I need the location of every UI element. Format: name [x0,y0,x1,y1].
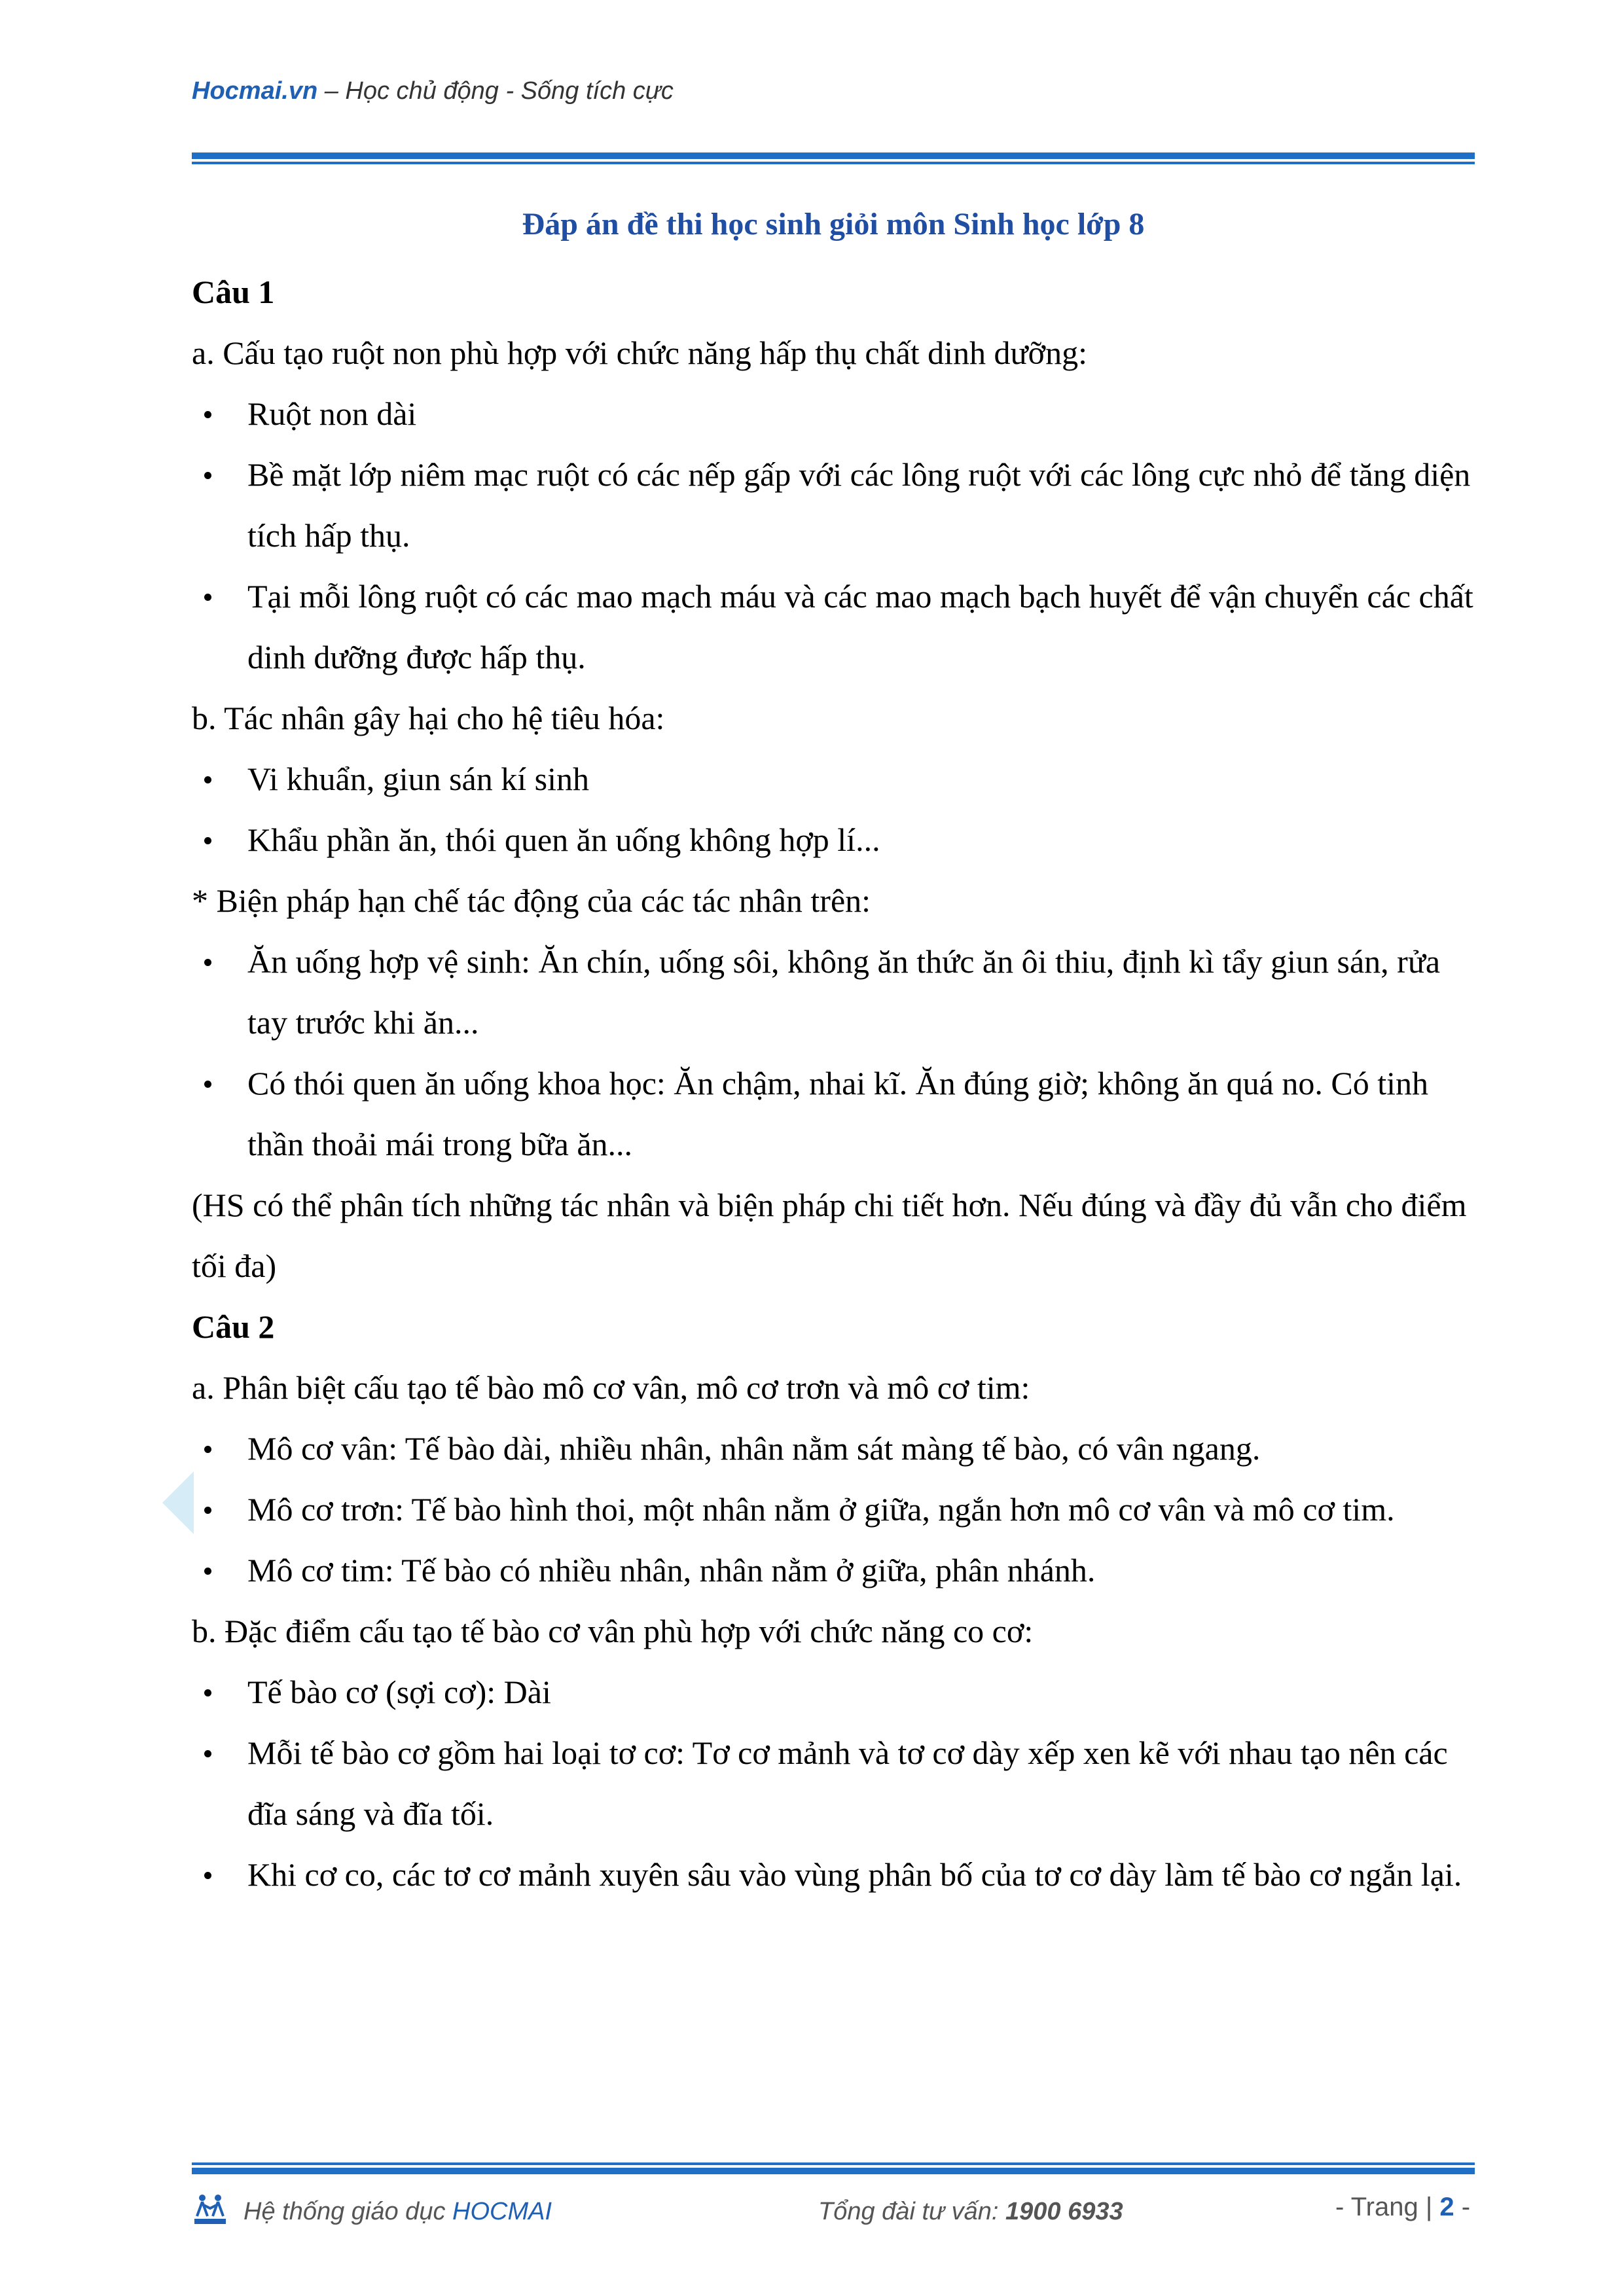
header-rule-thick [192,152,1475,159]
header-rule-thin [192,162,1475,164]
list-item: Bề mặt lớp niêm mạc ruột có các nếp gấp với các lông ruột với các lông cực nhỏ để tăng diện tích hấp thụ. [192,444,1475,566]
footer-org-prefix: Hệ thống giáo dục [244,2198,453,2225]
footer-hotline [818,2198,1123,2226]
page-number [1335,2193,1470,2222]
question-2-heading: Câu 2 [192,1308,275,1345]
q2-a-list [192,1418,1475,1601]
q2-b-list [192,1662,1475,1905]
list-item: Mô cơ vân: Tế bào dài, nhiều nhân, nhân nằm sát màng tế bào, có vân ngang. [192,1418,1475,1479]
q1-a-list [192,384,1475,688]
hocmai-logo-icon [192,2190,228,2227]
q2-a-intro: a. Phân biệt cấu tạo tế bào mô cơ vân, mô cơ trơn và mô cơ tim: [192,1369,1030,1406]
page-title: Đáp án đề thi học sinh giỏi môn Sinh học lớp 8 [522,207,1145,242]
q1-note: (HS có thể phân tích những tác nhân và biện pháp chi tiết hơn. Nếu đúng và đầy đủ vẫn cho điểm tối đa) [192,1187,1467,1284]
list-item: Ăn uống hợp vệ sinh: Ăn chín, uống sôi, không ăn thức ăn ôi thiu, định kì tẩy giun sán, rửa tay trước khi ăn... [192,931,1475,1053]
page-number-suffix: - [1454,2193,1471,2221]
q1-b-list [192,749,1475,870]
q1-a-intro: a. Cấu tạo ruột non phù hợp với chức năng hấp thụ chất dinh dưỡng: [192,334,1087,371]
list-item: Mỗi tế bào cơ gồm hai loại tơ cơ: Tơ cơ mảnh và tơ cơ dày xếp xen kẽ với nhau tạo nên các đĩa sáng và đĩa tối. [192,1723,1475,1844]
footer-org [244,2198,552,2226]
q2-b-intro: b. Đặc điểm cấu tạo tế bào cơ vân phù hợp với chức năng co cơ: [192,1613,1034,1649]
q1-measures-intro: * Biện pháp hạn chế tác động của các tác nhân trên: [192,882,871,919]
list-item: Ruột non dài [192,384,1475,444]
list-item: Vi khuẩn, giun sán kí sinh [192,749,1475,810]
question-1-heading: Câu 1 [192,274,275,310]
q1-b-intro: b. Tác nhân gây hại cho hệ tiêu hóa: [192,700,665,736]
footer-hotline-label: Tổng đài tư vấn: [818,2198,1006,2225]
header-slogan: – Học chủ động - Sống tích cực [317,77,674,105]
document-body [192,262,1475,1905]
list-item: Tại mỗi lông ruột có các mao mạch máu và các mao mạch bạch huyết để vận chuyển các chất dinh dưỡng được hấp thụ. [192,566,1475,688]
page-number-value: 2 [1439,2193,1454,2221]
page-header [192,77,674,105]
header-brand[interactable]: Hocmai.vn [192,77,318,105]
footer-rule-thick [192,2168,1475,2174]
q1-measures-list [192,931,1475,1175]
list-item: Khẩu phần ăn, thói quen ăn uống không hợp lí... [192,810,1475,870]
footer-rule-thin [192,2162,1475,2165]
footer-phone: 1900 6933 [1005,2198,1123,2225]
page-nav-arrow-icon [162,1471,194,1534]
list-item: Khi cơ co, các tơ cơ mảnh xuyên sâu vào vùng phân bố của tơ cơ dày làm tế bào cơ ngắn lại. [192,1844,1475,1905]
list-item: Tế bào cơ (sợi cơ): Dài [192,1662,1475,1723]
list-item: Mô cơ tim: Tế bào có nhiều nhân, nhân nằm ở giữa, phân nhánh. [192,1540,1475,1601]
list-item: Có thói quen ăn uống khoa học: Ăn chậm, nhai kĩ. Ăn đúng giờ; không ăn quá no. Có tinh thần thoải mái trong bữa ăn... [192,1053,1475,1175]
list-item: Mô cơ trơn: Tế bào hình thoi, một nhân nằm ở giữa, ngắn hơn mô cơ vân và mô cơ tim. [192,1479,1475,1540]
page-number-prefix: - Trang | [1335,2193,1440,2221]
footer-org-name: HOCMAI [452,2198,552,2225]
